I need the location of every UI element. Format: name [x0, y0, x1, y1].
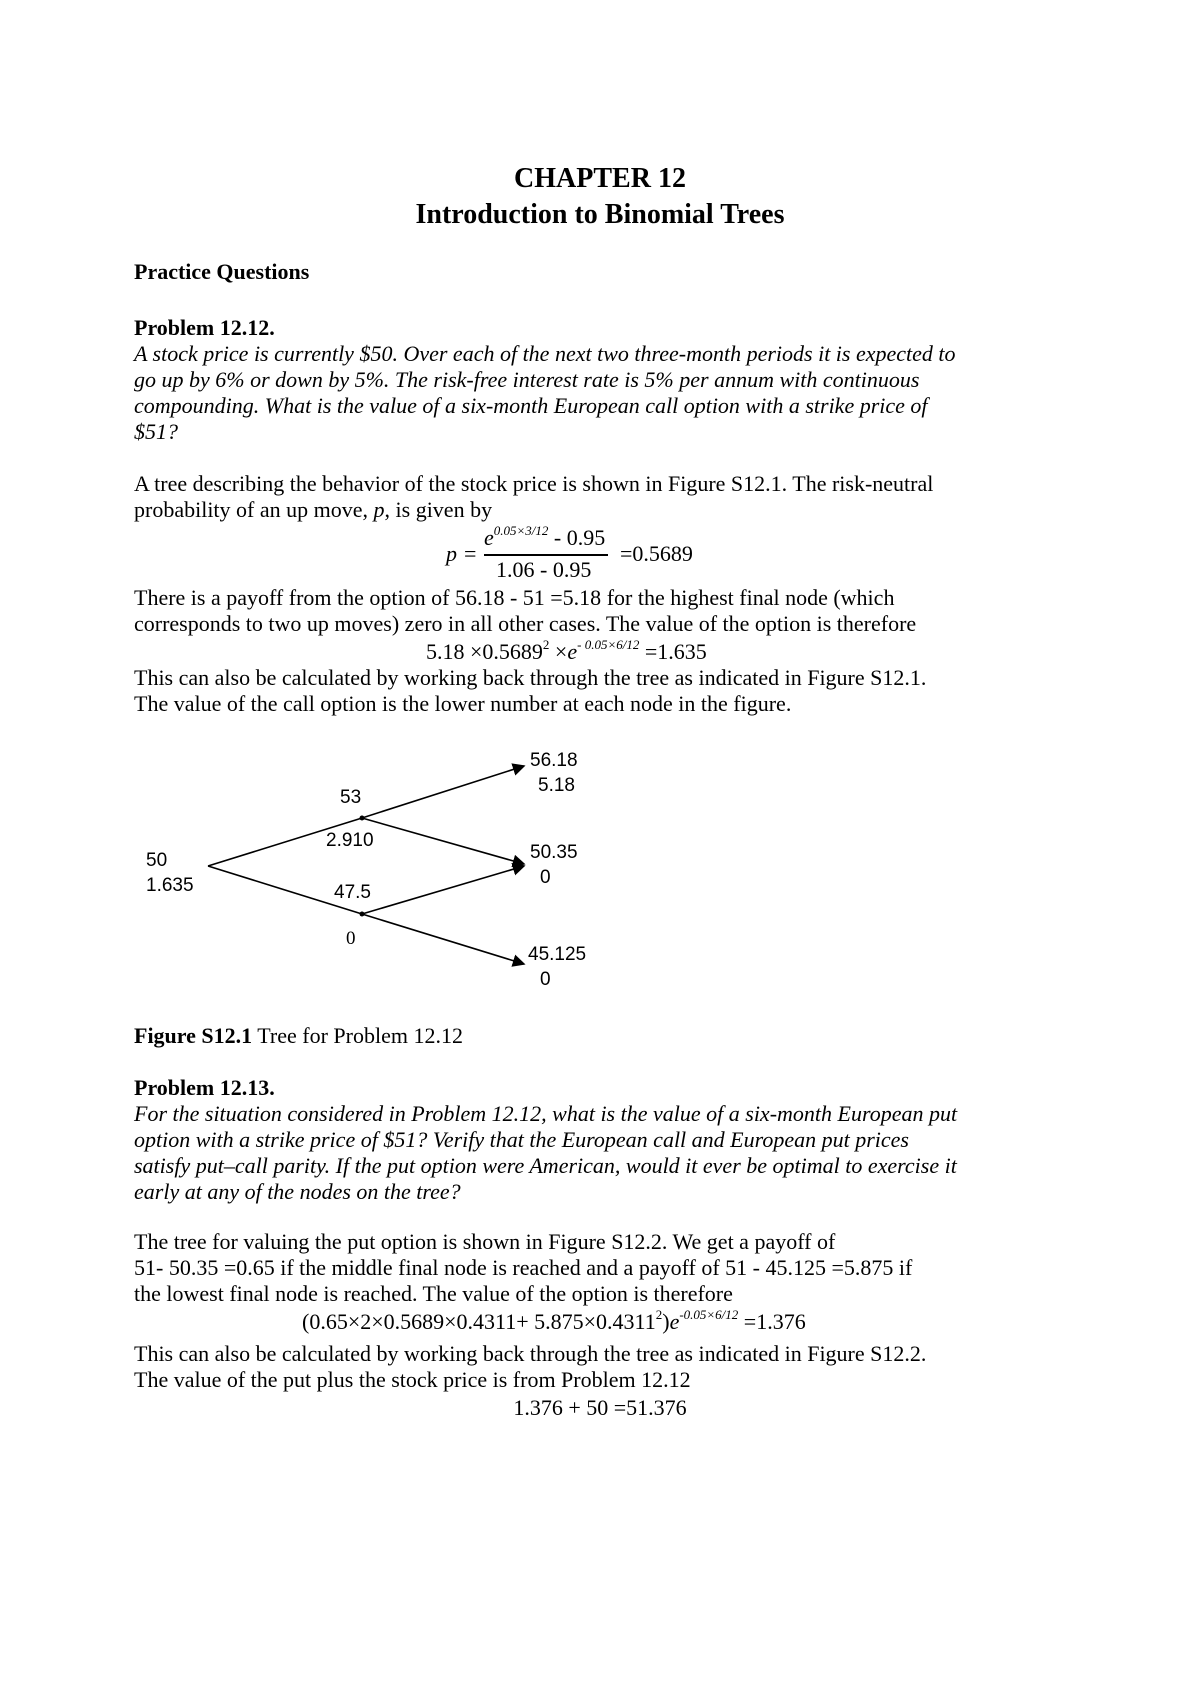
problem-12-12-label: Problem 12.12. — [134, 315, 275, 340]
answer-text: probability of an up move, — [134, 497, 374, 522]
node-up-down-value: 0 — [540, 867, 551, 888]
eq-exponent: -0.05×6/12 — [679, 1307, 739, 1322]
answer-line: The tree for valuing the put option is shown in Figure S12.2. We get a payoff of — [134, 1229, 836, 1254]
figure-label: Figure S12.1 — [134, 1023, 253, 1048]
answer-text: for the highest final node (which — [601, 585, 895, 610]
eq-square: 2 — [542, 637, 550, 652]
node-down-down-value: 0 — [540, 969, 551, 990]
tree-edge-up-down — [362, 818, 524, 864]
eq-base: 5.18 ×0.5689 — [426, 639, 543, 664]
variable-p: p — [373, 497, 385, 522]
tree-edge-down-down — [362, 914, 524, 964]
payoff-expression: 51 - 45.125 =5.875 — [725, 1255, 894, 1280]
problem-12-13-question-line: early at any of the nodes on the tree? — [134, 1179, 461, 1204]
section-heading: Practice Questions — [134, 259, 310, 284]
chapter-number: CHAPTER 12 — [514, 163, 686, 194]
eq-result: =1.376 — [738, 1309, 806, 1334]
answer-line: the lowest final node is reached. The value of the option is therefore — [134, 1281, 733, 1306]
eq-numerator-rest: - 0.95 — [548, 525, 606, 550]
answer-line: The value of the call option is the lower number at each node in the figure. — [134, 691, 792, 716]
answer-text: if — [893, 1255, 913, 1280]
answer-line: The value of the put plus the stock price is from Problem 12.12 — [134, 1367, 691, 1392]
eq-denominator: 1.06 - 0.95 — [496, 557, 592, 582]
answer-text: if the middle final node is reached and a payoff of — [274, 1255, 726, 1280]
eq-result: =1.635 — [639, 639, 707, 664]
answer-line — [134, 1254, 912, 1282]
node-down-down-price: 45.125 — [528, 944, 587, 965]
eq-equals: = — [464, 541, 477, 566]
tree-node-up — [360, 816, 365, 821]
node-down-value: 0 — [346, 928, 356, 949]
node-up-value: 2.910 — [326, 830, 374, 851]
eq-result: =0.5689 — [620, 541, 693, 566]
problem-12-12-question-line: compounding. What is the value of a six-month European call option with a strike price of — [134, 393, 928, 418]
node-up-up-value: 5.18 — [538, 775, 575, 796]
equation-parity-sum: 1.376 + 50 =51.376 — [513, 1395, 687, 1420]
problem-12-13-label: Problem 12.13. — [134, 1075, 275, 1100]
node-root-value: 1.635 — [146, 875, 194, 896]
problem-12-12-question-line: $51? — [134, 419, 178, 444]
figure-caption-text: Tree for Problem 12.12 — [252, 1023, 463, 1048]
problem-12-13-question-line: option with a strike price of $51? Verify that the European call and European put prices — [134, 1127, 909, 1152]
eq-close: ) — [662, 1309, 670, 1334]
problem-12-12-question-line: go up by 6% or down by 5%. The risk-free interest rate is 5% per annum with continuous — [134, 367, 920, 392]
node-root-price: 50 — [146, 850, 168, 871]
node-up-up-price: 56.18 — [530, 750, 578, 771]
node-down-price: 47.5 — [334, 882, 371, 903]
answer-line: This can also be calculated by working back through the tree as indicated in Figure S12.1. — [134, 665, 927, 690]
tree-edge-up-up — [362, 766, 524, 818]
tree-node-down — [360, 912, 365, 917]
node-up-down-price: 50.35 — [530, 842, 578, 863]
eq-times: × — [549, 639, 568, 664]
answer-text: There is a payoff from the option of — [134, 585, 455, 610]
payoff-expression: 56.18 - 51 =5.18 — [454, 585, 602, 610]
answer-line: A tree describing the behavior of the stock price is shown in Figure S12.1. The risk-neutral — [134, 471, 934, 496]
problem-12-13-question-line: satisfy put–call parity. If the put option were American, would it ever be optimal to exercise it — [134, 1153, 957, 1178]
tree-edge-down-up — [362, 866, 524, 914]
equation-put-value — [302, 1308, 806, 1339]
eq-exponent: - 0.05×6/12 — [577, 637, 640, 652]
problem-12-13-question-line: For the situation considered in Problem 12.12, what is the value of a six-month European put — [134, 1101, 958, 1126]
payoff-expression: 51- 50.35 =0.65 — [134, 1255, 275, 1280]
eq-exponent: 0.05×3/12 — [493, 523, 549, 538]
node-up-price: 53 — [340, 787, 362, 808]
eq-e: e — [567, 639, 578, 664]
answer-line: This can also be calculated by working back through the tree as indicated in Figure S12.2. — [134, 1341, 927, 1366]
eq-e: e — [669, 1309, 680, 1334]
figure-caption — [134, 1022, 463, 1050]
eq-square: 2 — [655, 1307, 663, 1322]
eq-e: e — [484, 525, 494, 550]
eq-variable-p: p — [446, 541, 457, 566]
answer-line: corresponds to two up moves) zero in all other cases. The value of the option is therefore — [134, 611, 917, 636]
eq-base: (0.65×2×0.5689×0.4311+ 5.875×0.4311 — [302, 1309, 656, 1334]
answer-text: , is given by — [384, 497, 493, 522]
problem-12-12-question-line: A stock price is currently $50. Over each of the next two three-month periods it is expected to — [134, 341, 956, 366]
chapter-title: Introduction to Binomial Trees — [415, 199, 785, 230]
